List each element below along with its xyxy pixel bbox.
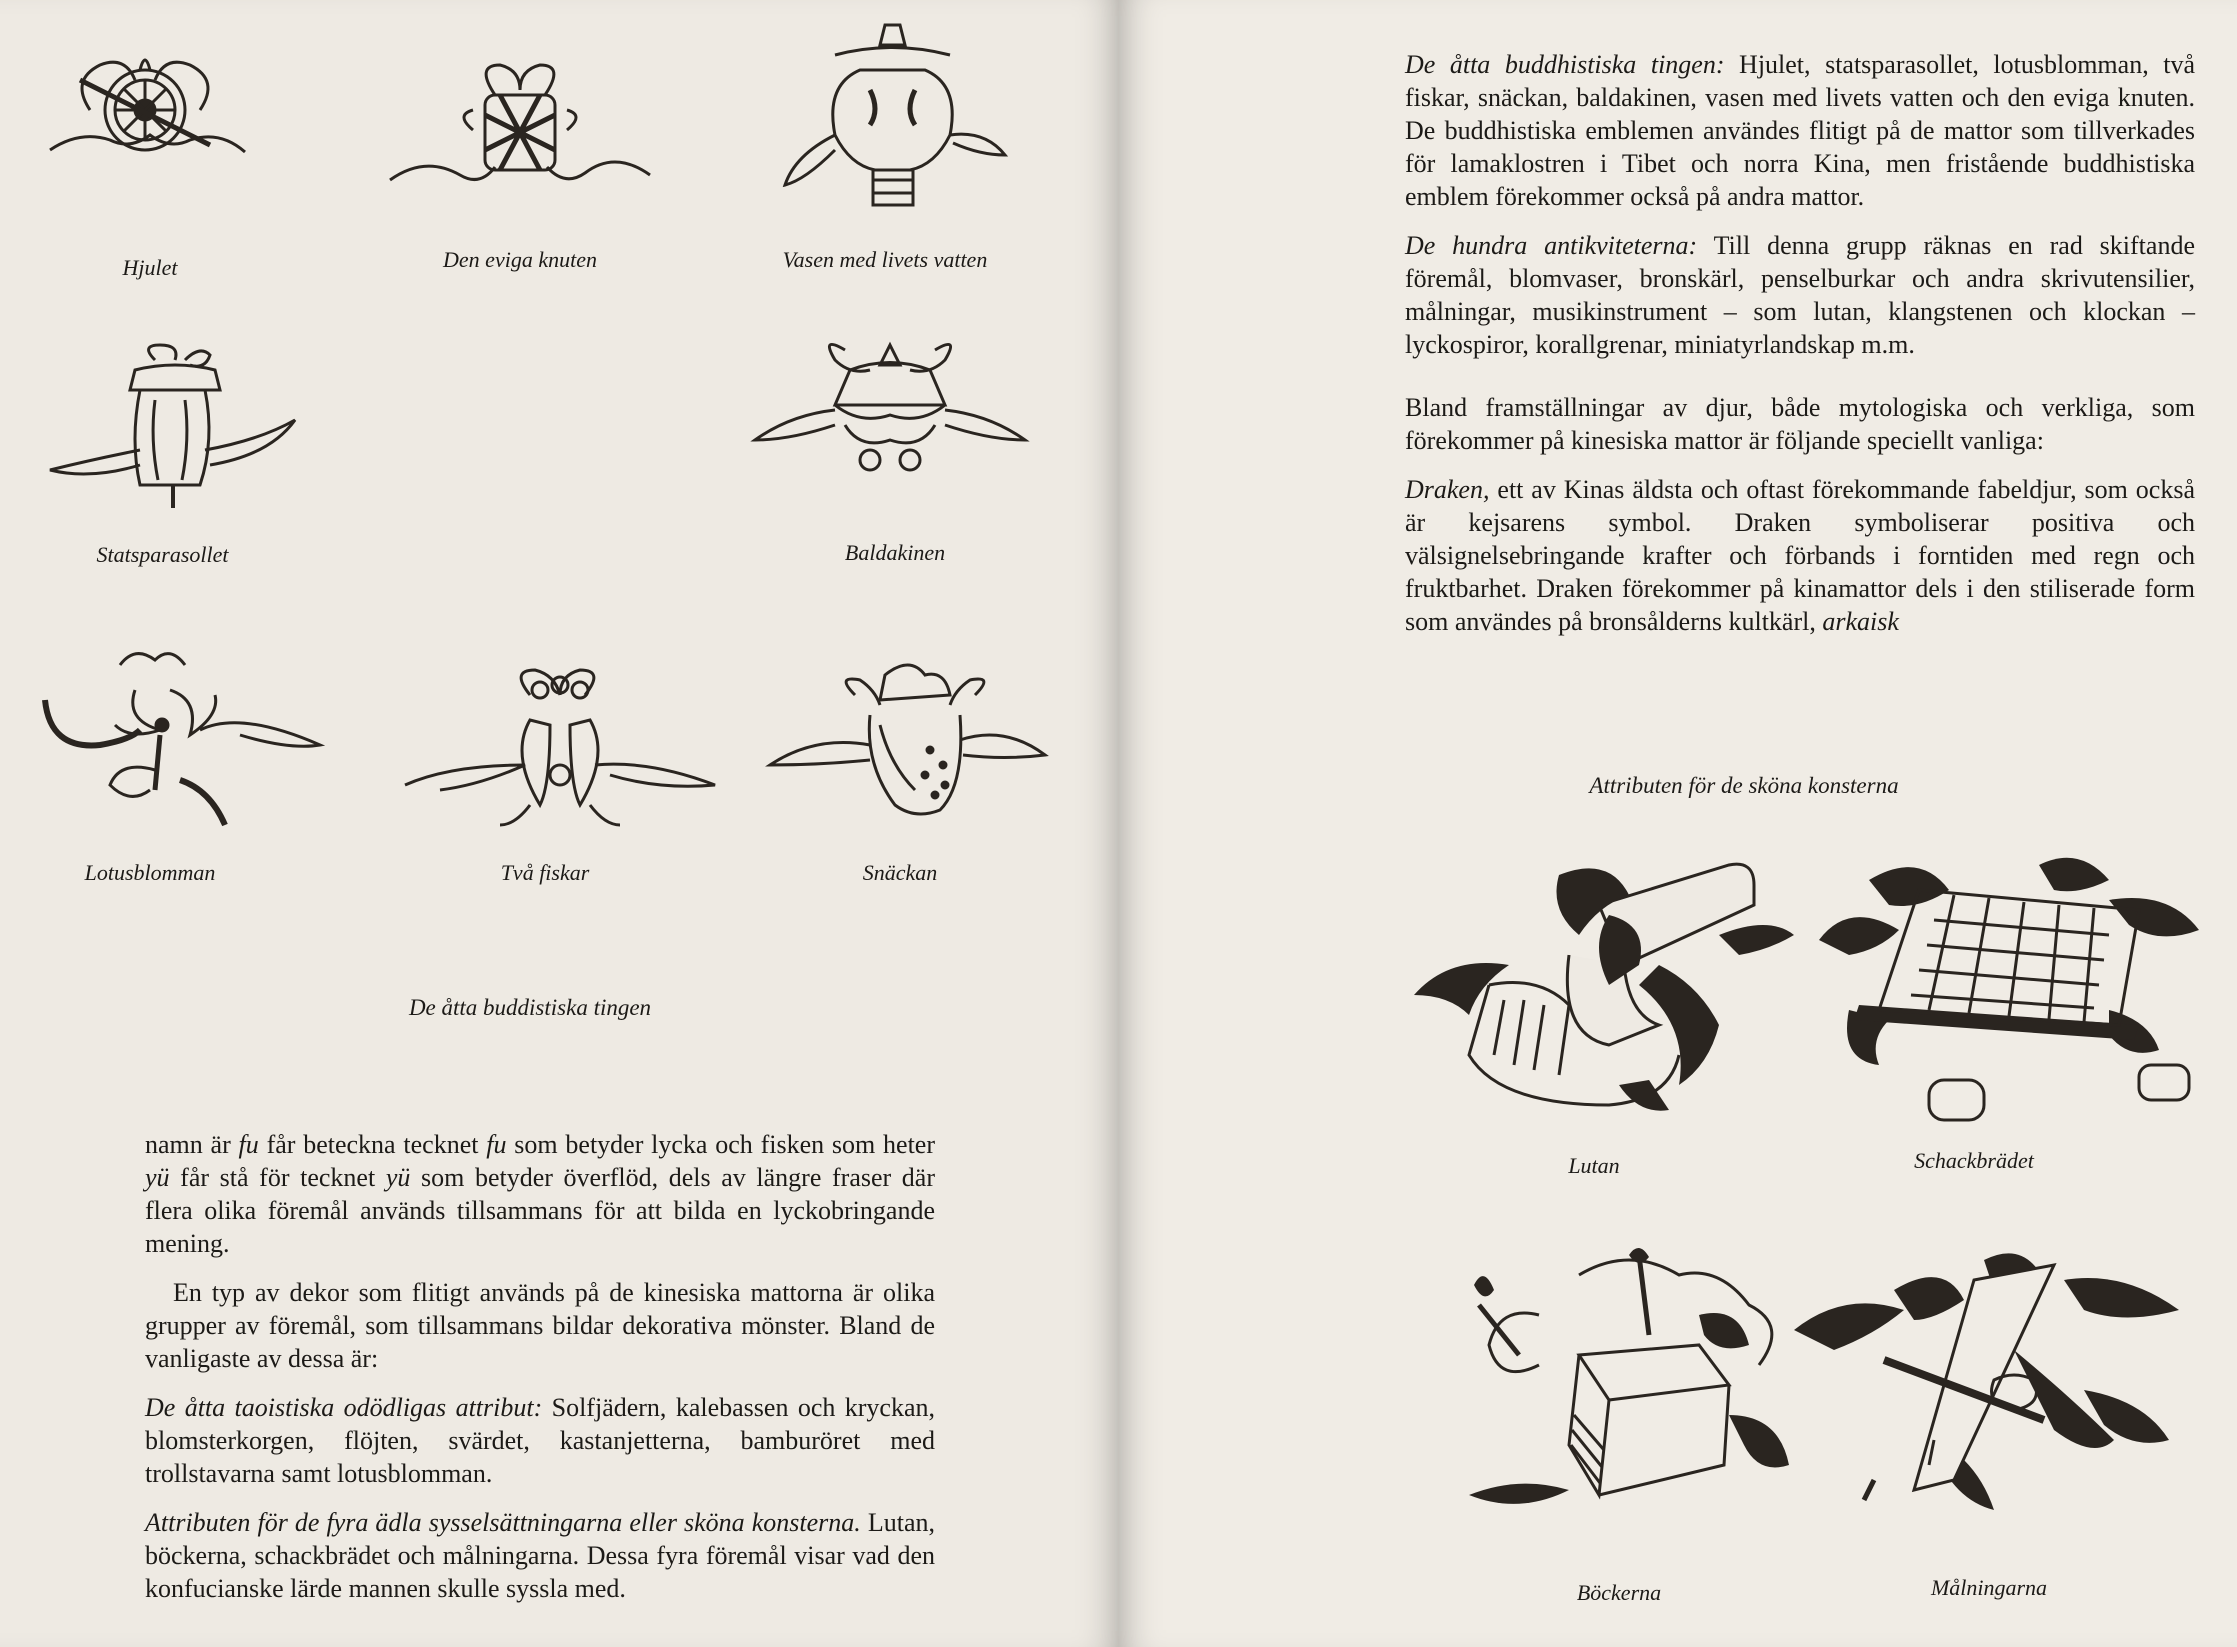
left-paragraph-3: De åtta taoistiska odödligas attribut: Solfjädern, kalebassen och kryckan, blomsterkorgen, flöjten, svärdet, kastanjetterna, bamburöret med trollstavarna samt lotusblomman. — [145, 1393, 935, 1488]
paintings-emblem — [1784, 1240, 2184, 1540]
lute-emblem — [1409, 855, 1799, 1125]
arts-group-caption: Attributen för de sköna konsterna — [1589, 773, 1899, 798]
wheel-emblem — [40, 40, 250, 190]
caption-lutan: Lutan — [1568, 1153, 1620, 1178]
chessboard-emblem — [1809, 850, 2209, 1130]
right-paragraph-4: Draken, ett av Kinas äldsta och oftast förekommande fabeldjur, som också är kejsarens symbol. Draken symboliserar positiva och välsignelsebringande krafter och förbands i forntiden med regn och fruktbarhet. Draken förekommer på kinamattor dels i den stiliserade form som användes på bronsålderns kultkärl, arkaisk — [1405, 475, 2195, 636]
caption-schack: Schackbrädet — [1914, 1148, 2034, 1173]
eternal-knot-emblem — [385, 55, 655, 200]
canopy-emblem — [750, 330, 1030, 500]
buddhist-group-caption: De åtta buddistiska tingen — [408, 995, 652, 1020]
caption-baldakin: Baldakinen — [844, 540, 946, 565]
left-paragraph-4: Attributen för de fyra ädla sysselsättningarna eller sköna konsterna. Lutan, böckerna, schackbrädet och målningarna. Dessa fyra föremål visar vad den konfucianske lärde mannen skulle syssla med. — [145, 1508, 935, 1603]
lotus-emblem — [40, 640, 325, 840]
caption-vasen: Vasen med livets vatten — [782, 247, 988, 272]
right-paragraph-3: Bland framställningar av djur, både mytologiska och verkliga, som förekommer på kinesiska mattor är följande speciellt vanliga: — [1405, 393, 2195, 455]
right-paragraph-2: De hundra antikviteterna: Till denna grupp räknas en rad skiftande föremål, blomvaser, bronskärl, penselburkar och andra skrivutensilier, målningar, musikinstrument – som lutan, klangstenen och klockan – lyckospiror, korallgrenar, miniatyrlandskap m.m. — [1405, 231, 2195, 359]
left-body-text — [145, 1128, 935, 1621]
left-paragraph-2: En typ av dekor som flitigt används på de kinesiska mattorna är olika grupper av föremål, som tillsammans bildar dekorativa mönster. Bland de vanligaste av dessa är: — [145, 1278, 935, 1373]
caption-lotus: Lotusblomman — [84, 860, 216, 885]
caption-malningar: Målningarna — [1930, 1575, 2048, 1600]
caption-fiskar: Två fiskar — [500, 860, 590, 885]
caption-knuten: Den eviga knuten — [443, 247, 597, 272]
two-fish-emblem — [400, 665, 720, 830]
vase-emblem — [775, 15, 1010, 215]
parasol-emblem — [40, 340, 305, 510]
caption-snackan: Snäckan — [862, 860, 938, 885]
caption-parasoll: Statsparasollet — [96, 542, 229, 567]
right-paragraph-1: De åtta buddhistiska tingen: Hjulet, statsparasollet, lotusblomman, två fiskar, snäckan, baldakinen, vasen med livets vatten och den eviga knuten. De buddhistiska emblemen användes flitigt på de mattor som tillverkades för lamaklostren i Tibet och norra Kina, men fristående buddhistiska emblem förekommer också på andra mattor. — [1405, 50, 2195, 211]
right-page — [1119, 0, 2237, 1647]
left-paragraph-1: namn är fu får beteckna tecknet fu som betyder lycka och fisken som heter yü får stå för tecknet yü som betyder överflöd, dels av längre fraser där flera olika föremål används tillsammans för att bilda en lyckobringande mening. — [145, 1130, 936, 1258]
books-emblem — [1459, 1245, 1819, 1545]
conch-emblem — [765, 655, 1050, 830]
right-body-text — [1405, 48, 2195, 654]
caption-bocker: Böckerna — [1576, 1580, 1662, 1605]
caption-hjulet: Hjulet — [122, 255, 178, 280]
